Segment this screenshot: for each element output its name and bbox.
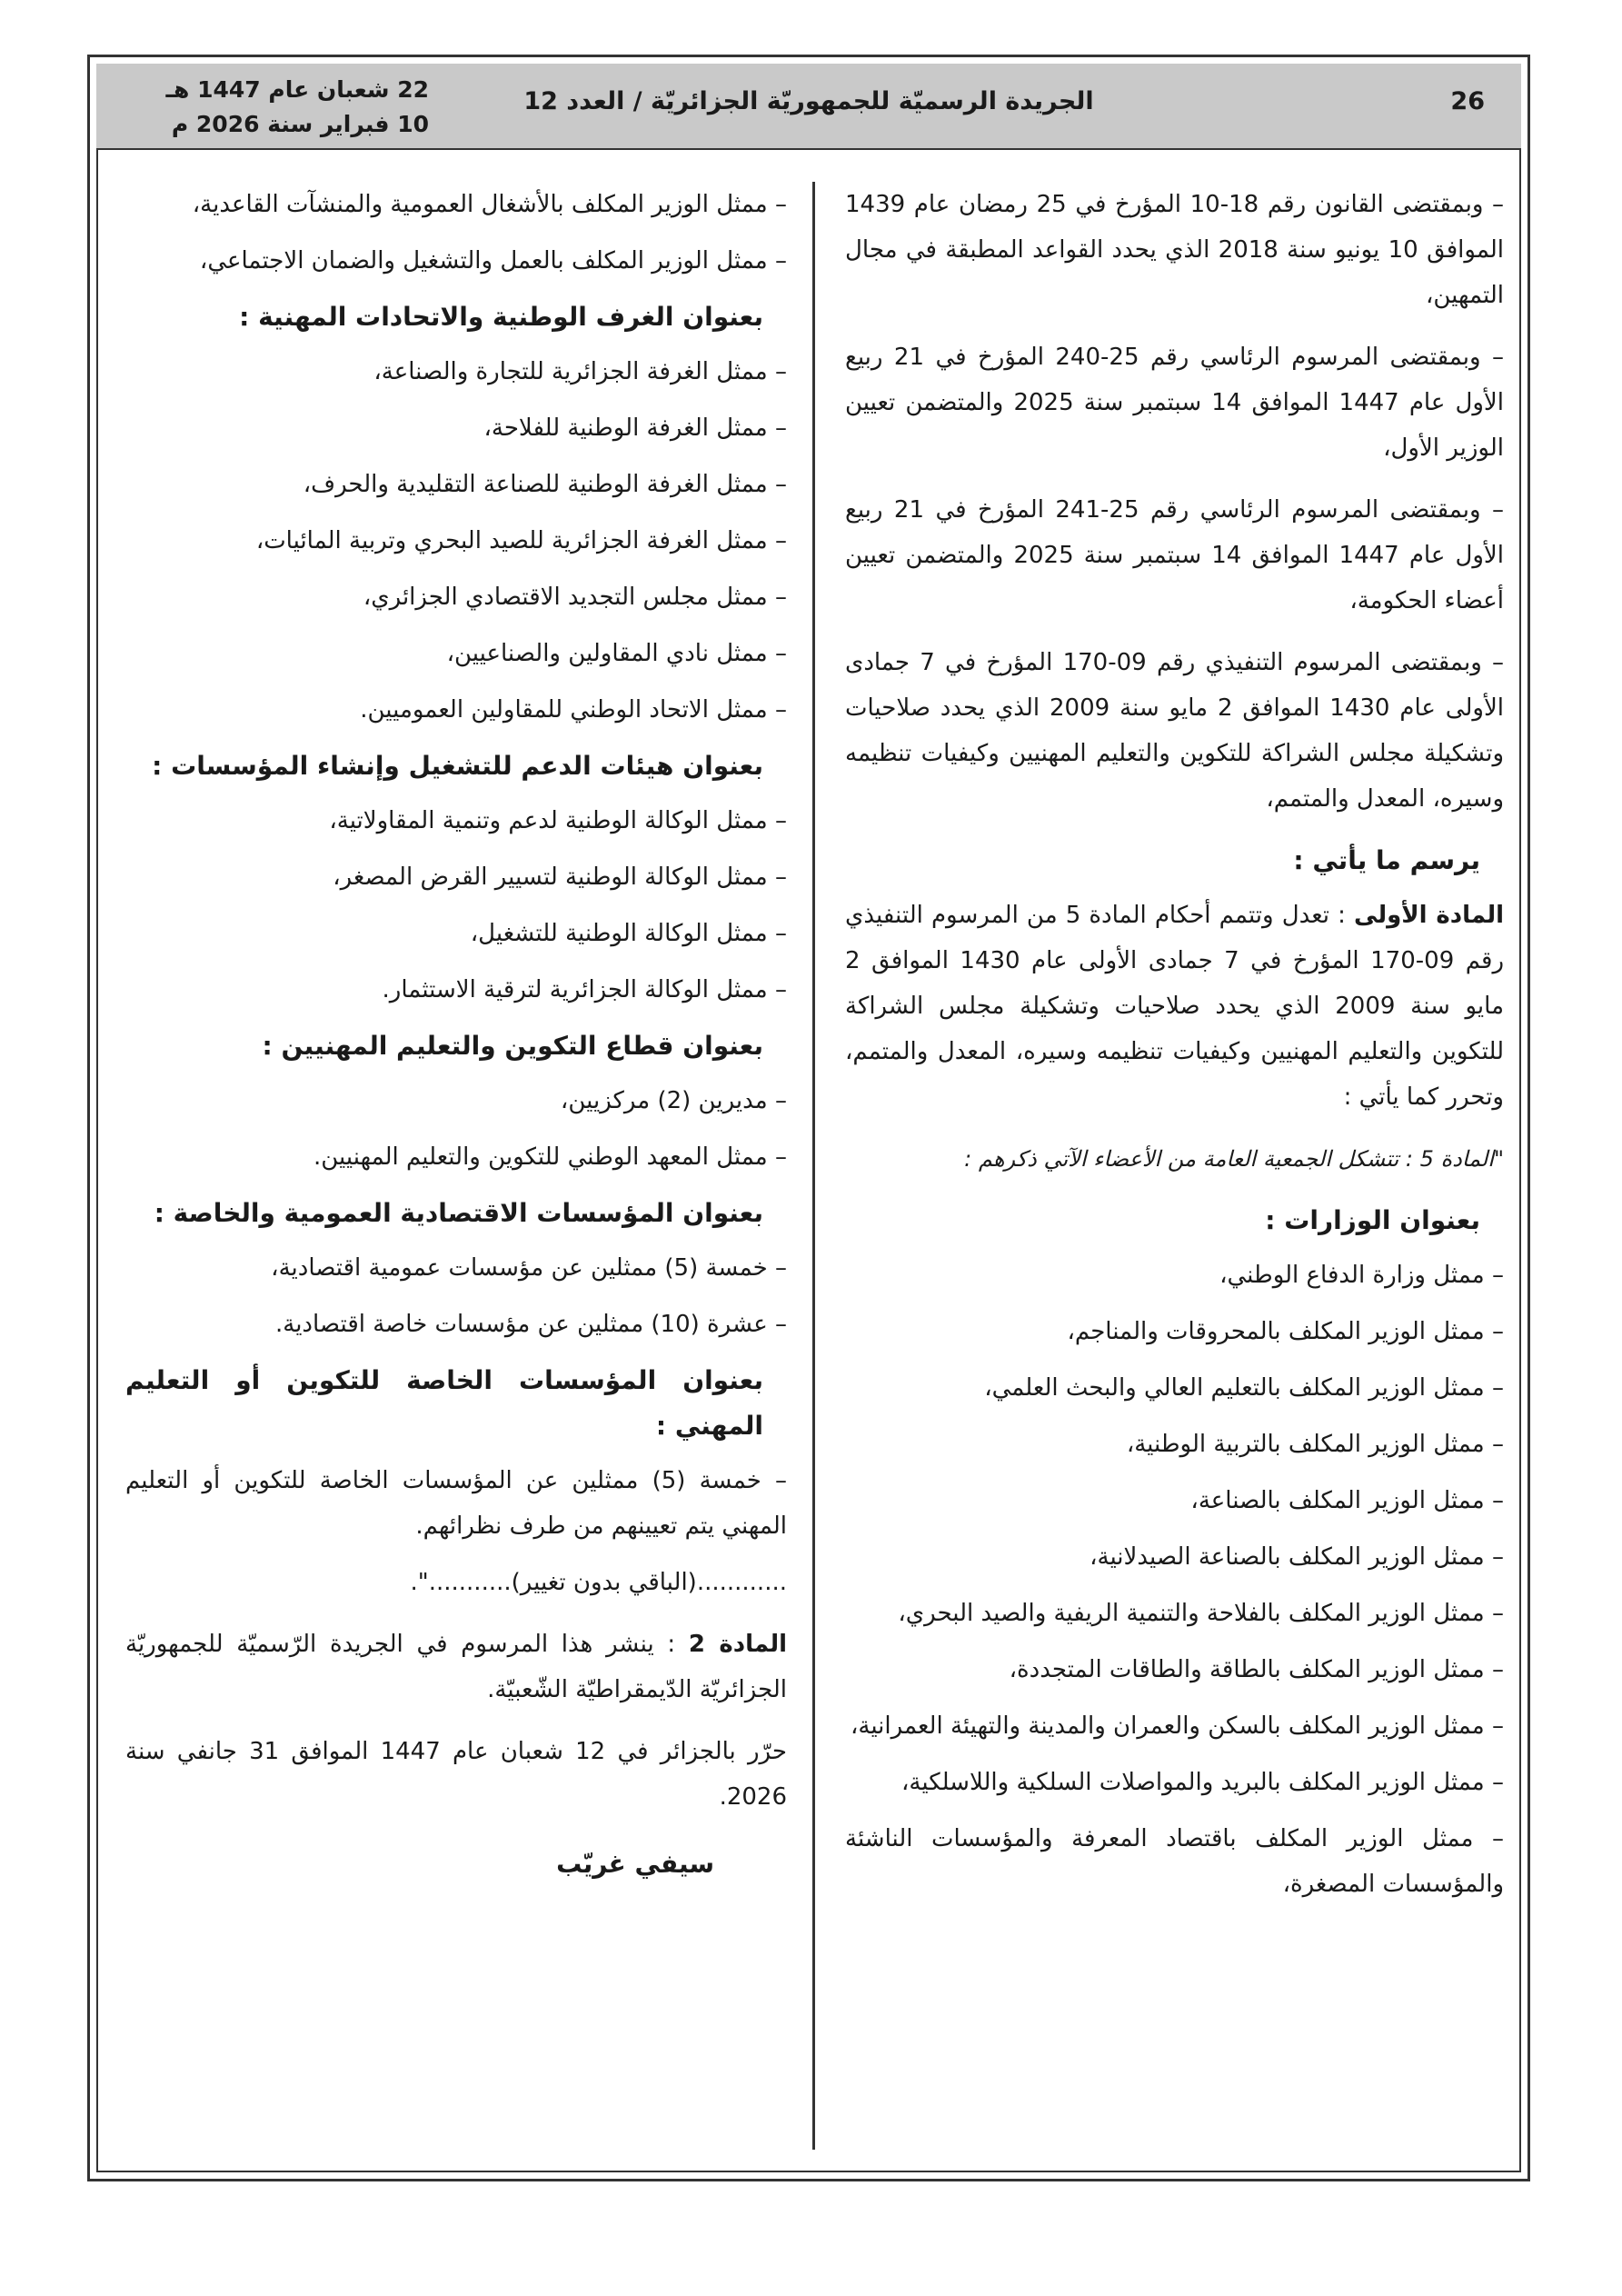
list-item: – خمسة (5) ممثلين عن مؤسسات عمومية اقتصادية، (271, 1254, 787, 1282)
article-1-text: : تعدل وتتمم أحكام المادة 5 من المرسوم التنفيذي رقم 09-170 المؤرخ في 7 جمادى الأولى عام 1430 الموافق 2 مايو سنة 2009 الذي يحدد صلاحيات وتشكيلة مجلس الشراكة للتكوين والتعليم المهنيين وكيفيات تنظيمه وسيره، المعدل والمتمم، وتحرر كما يأتي : (845, 902, 1504, 1111)
date-gregorian: 10 فبراير سنة 2026 م (171, 111, 429, 137)
section-heading-chambers: بعنوان الغرف الوطنية والاتحادات المهنية : (239, 302, 763, 332)
list-item: – ممثل نادي المقاولين والصناعيين، (446, 640, 787, 667)
list-item: – ممثل الوزير المكلف بالبريد والمواصلات السلكية واللاسلكية، (901, 1769, 1504, 1796)
preamble-paragraph: – وبمقتضى المرسوم الرئاسي رقم 25-241 المؤرخ في 21 ربيع الأول عام 1447 الموافق 14 سبتمبر سنة 2025 والمتضمن تعيين أعضاء الحكومة، (845, 496, 1504, 614)
page-header (96, 64, 1521, 150)
article-1-label: المادة الأولى (1354, 902, 1504, 929)
article-2-label: المادة 2 (688, 1631, 787, 1658)
section-heading-private-training: بعنوان المؤسسات الخاصة للتكوين أو التعليم المهني : (125, 1365, 763, 1441)
list-item: – ممثل الوزير المكلف بالعمل والتشغيل والضمان الاجتماعي، (199, 247, 787, 275)
list-item: – ممثل الوكالة الجزائرية لترقية الاستثمار. (382, 976, 787, 1003)
list-item: – ممثل الوزير المكلف بالسكن والعمران والمدينة والتهيئة العمرانية، (850, 1712, 1504, 1740)
article-2 (125, 1622, 787, 1712)
article-5-quote: "المادة 5 : تتشكل الجمعية العامة من الأعضاء الآتي ذكرهم : (964, 1146, 1504, 1172)
list-item: – ممثل الوكالة الوطنية للتشغيل، (470, 920, 787, 947)
preamble-paragraph: – وبمقتضى المرسوم التنفيذي رقم 09-170 المؤرخ في 7 جمادى الأولى عام 1430 الموافق 2 مايو سنة 2009 الذي يحدد صلاحيات وتشكيلة مجلس الشراكة للتكوين والتعليم المهنيين وكيفيات تنظيمه وسيره، المعدل والمتمم، (845, 649, 1505, 813)
list-item: – ممثل مجلس التجديد الاقتصادي الجزائري، (363, 584, 787, 611)
section-heading-enterprises: بعنوان المؤسسات الاقتصادية العمومية والخاصة : (154, 1198, 763, 1228)
list-item: – ممثل الغرفة الوطنية للفلاحة، (483, 414, 787, 442)
remainder-unchanged: ............(الباقي بدون تغيير)...........". (410, 1569, 787, 1596)
right-column (845, 182, 1504, 1918)
list-item: – ممثل الغرفة الجزائرية للصيد البحري وتربية المائيات، (255, 527, 787, 554)
preamble-paragraph: – وبمقتضى المرسوم الرئاسي رقم 25-240 المؤرخ في 21 ربيع الأول عام 1447 الموافق 14 سبتمبر سنة 2025 والمتضمن تعيين الوزير الأول، (845, 344, 1504, 462)
list-item: – ممثل الغرفة الوطنية للصناعة التقليدية والحرف، (303, 471, 787, 498)
list-item: – ممثل الوزير المكلف بالأشغال العمومية والمنشآت القاعدية، (192, 191, 787, 218)
list-item: – ممثل الوكالة الوطنية لدعم وتنمية المقاولاتية، (329, 807, 787, 834)
list-item: – ممثل الوزير المكلف بالصناعة الصيدلانية، (1090, 1543, 1504, 1571)
column-divider (812, 182, 815, 2150)
list-item: – ممثل المعهد الوطني للتكوين والتعليم المهنيين. (313, 1143, 787, 1171)
signatory-name: سيفي غريّب (556, 1849, 714, 1879)
preamble-paragraph: – وبمقتضى القانون رقم 18-10 المؤرخ في 25 رمضان عام 1439 الموافق 10 يونيو سنة 2018 الذي يحدد القواعد المطبقة في مجال التمهين، (845, 191, 1505, 309)
list-item: – ممثل الوزير المكلف بالصناعة، (1190, 1487, 1504, 1514)
list-item: – ممثل الوزير المكلف باقتصاد المعرفة والمؤسسات الناشئة والمؤسسات المصغرة، (845, 1825, 1504, 1898)
list-item: – ممثل الوزير المكلف بالتعليم العالي والبحث العلمي، (984, 1374, 1504, 1402)
list-item: – ممثل الاتحاد الوطني للمقاولين العموميين. (360, 696, 787, 724)
date-hijri: 22 شعبان عام 1447 هـ (165, 76, 429, 103)
issue-date (129, 73, 429, 142)
done-at-line: حرّر بالجزائر في 12 شعبان عام 1447 الموافق 31 جانفي سنة 2026. (125, 1738, 787, 1811)
article-1 (845, 893, 1504, 1120)
section-heading-training: بعنوان قطاع التكوين والتعليم المهنيين : (262, 1031, 763, 1061)
page-number: 26 (1450, 87, 1485, 115)
list-item: – ممثل الوزير المكلف بالتربية الوطنية، (1126, 1431, 1504, 1458)
list-item: – ممثل الوزير المكلف بالطاقة والطاقات المتجددة، (1009, 1656, 1504, 1683)
list-item: – ممثل الوزير المكلف بالمحروقات والمناجم، (1067, 1318, 1504, 1345)
list-item: – ممثل الوزير المكلف بالفلاحة والتنمية الريفية والصيد البحري، (898, 1600, 1504, 1627)
left-column (125, 182, 787, 1887)
list-item: – خمسة (5) ممثلين عن المؤسسات الخاصة للتكوين أو التعليم المهني يتم تعيينهم من طرف نظرائهم. (125, 1467, 787, 1540)
journal-title: الجريدة الرسميّة للجمهوريّة الجزائريّة / العدد 12 (523, 87, 1094, 115)
article-2-text: : ينشر هذا المرسوم في الجريدة الرّسميّة للجمهوريّة الجزائريّة الدّيمقراطيّة الشّعبيّة. (125, 1631, 787, 1703)
decree-heading: يرسم ما يأتي : (1293, 845, 1480, 875)
list-item: – عشرة (10) ممثلين عن مؤسسات خاصة اقتصادية. (274, 1311, 787, 1338)
section-heading-support: بعنوان هيئات الدعم للتشغيل وإنشاء المؤسسات : (152, 751, 763, 781)
section-heading-ministries: بعنوان الوزارات : (1265, 1205, 1480, 1235)
list-item: – مديرين (2) مركزيين، (560, 1087, 787, 1114)
list-item: – ممثل الغرفة الجزائرية للتجارة والصناعة، (373, 358, 787, 385)
list-item: – ممثل الوكالة الوطنية لتسيير القرض المصغر، (333, 863, 787, 891)
list-item: – ممثل وزارة الدفاع الوطني، (1219, 1262, 1504, 1289)
